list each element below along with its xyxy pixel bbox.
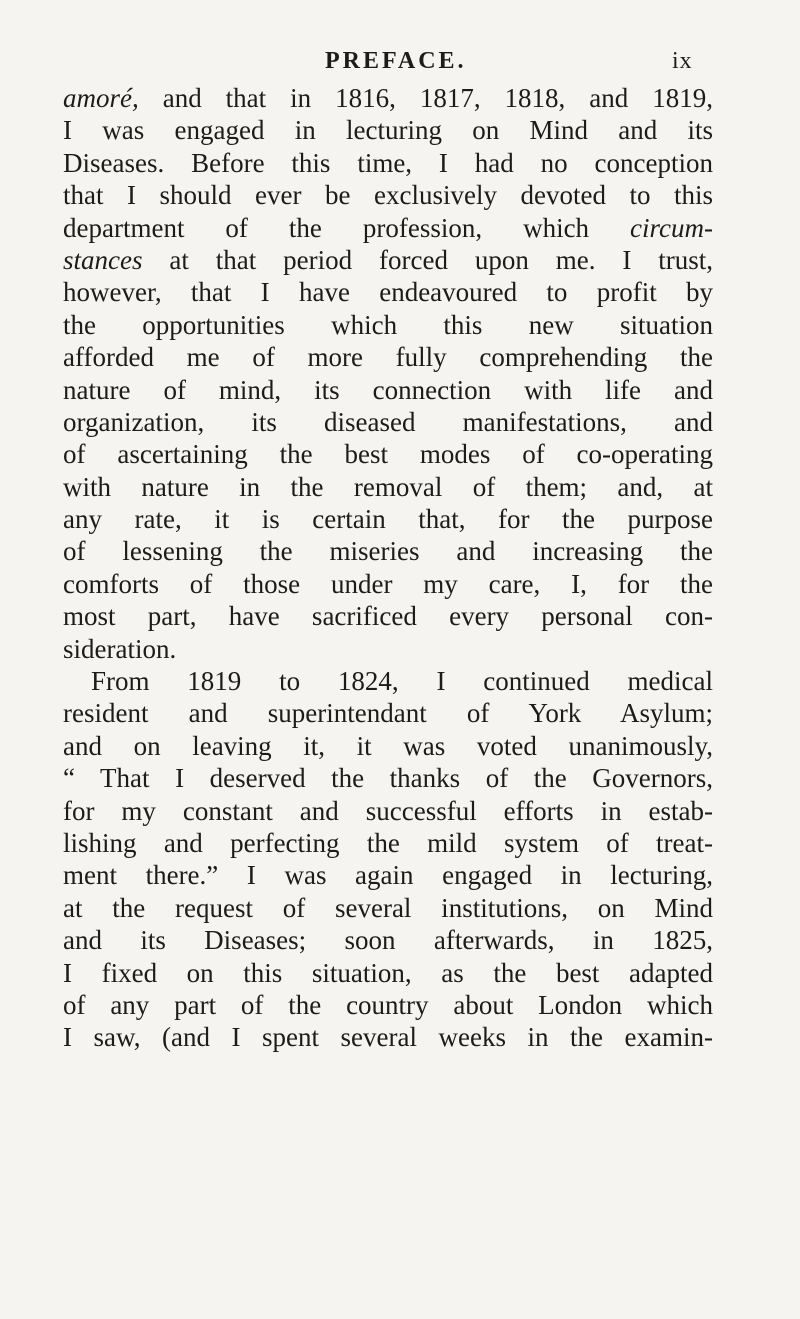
text-line: most part, have sacrificed every personal con- (63, 601, 713, 632)
running-title: PREFACE. (325, 48, 467, 74)
text-line: I was engaged in lecturing on Mind and its (63, 115, 713, 146)
text-line: stances at that period forced upon me. I trust, (63, 244, 713, 275)
text-line: the opportunities which this new situation (63, 309, 713, 340)
text-line: with nature in the removal of them; and, at (63, 471, 713, 502)
text-line: I fixed on this situation, as the best adapted (63, 957, 713, 988)
running-header (0, 44, 800, 84)
text-line: Diseases. Before this time, I had no conception (63, 147, 713, 178)
text-line: any rate, it is certain that, for the purpose (63, 504, 713, 535)
text-line: for my constant and successful efforts in estab- (63, 795, 713, 826)
text-line: that I should ever be exclusively devoted to this (63, 180, 713, 211)
body-text (63, 82, 713, 1054)
text-line: at the request of several institutions, on Mind (63, 892, 713, 923)
text-line: of any part of the country about London which (63, 989, 713, 1020)
text-line: I saw, (and I spent several weeks in the examin- (63, 1022, 713, 1053)
paragraph-end-line: sideration. (63, 633, 177, 664)
text-line: ment there.” I was again engaged in lecturing, (63, 860, 713, 891)
text-line: of ascertaining the best modes of co-operating (63, 439, 713, 470)
text-line: of lessening the miseries and increasing the (63, 536, 713, 567)
text-line: afforded me of more fully comprehending the (63, 342, 713, 373)
paragraph-start-line: From 1819 to 1824, I continued medical (91, 666, 713, 697)
text-line: however, that I have endeavoured to profit by (63, 277, 713, 308)
page-number: ix (672, 48, 693, 74)
text-line: organization, its diseased manifestations, and (63, 406, 713, 437)
text-line: comforts of those under my care, I, for the (63, 568, 713, 599)
text-line: and its Diseases; soon afterwards, in 1825, (63, 925, 713, 956)
text-line: and on leaving it, it was voted unanimously, (63, 730, 713, 761)
text-line: “ That I deserved the thanks of the Governors, (63, 763, 713, 794)
text-line: lishing and perfecting the mild system of treat- (63, 827, 713, 858)
text-line: department of the profession, which circum- (63, 212, 713, 243)
text-line: amoré, and that in 1816, 1817, 1818, and 1819, (63, 83, 713, 113)
text-line: nature of mind, its connection with life and (63, 374, 713, 405)
text-line: resident and superintendant of York Asylum; (63, 698, 713, 729)
